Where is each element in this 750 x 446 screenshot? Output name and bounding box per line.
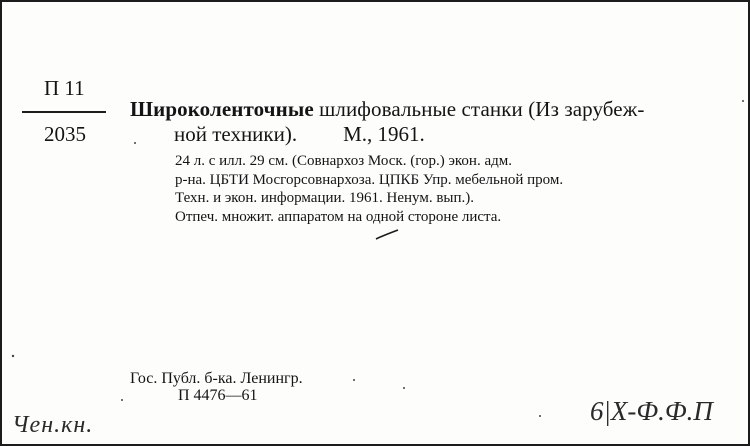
description-line: Отпеч. множит. аппаратом на одной стороне листа. (175, 208, 502, 225)
handwritten-note-left: Чен.кн. (12, 412, 94, 438)
handwritten-shelf-mark: 6|X-Ф.Ф.П (590, 396, 713, 426)
publication-place-year: М., 1961. (343, 122, 425, 146)
classification-number: 2035 (44, 122, 86, 146)
description-line: Техн. и экон. информации. 1961. Ненум. вып.). (175, 190, 475, 206)
description-line: 24 л. с илл. 29 см. (Совнархоз Моск. (гор.) экон. адм. (175, 153, 512, 169)
title-keyword: Широколенточные (130, 97, 314, 121)
library-name: Гос. Публ. б-ка. Ленингр. (130, 370, 303, 387)
description-line: р-на. ЦБТИ Мосгорсовнархоза. ЦПКБ Упр. мебельной пром. (175, 171, 564, 188)
classification-code: П 11 (44, 76, 85, 100)
title-continuation: ной техники). (174, 122, 298, 146)
scan-specks (2, 2, 748, 444)
library-number: П 4476—61 (178, 387, 258, 404)
title-rest: шлифовальные станки (Из зарубеж- (313, 97, 645, 121)
